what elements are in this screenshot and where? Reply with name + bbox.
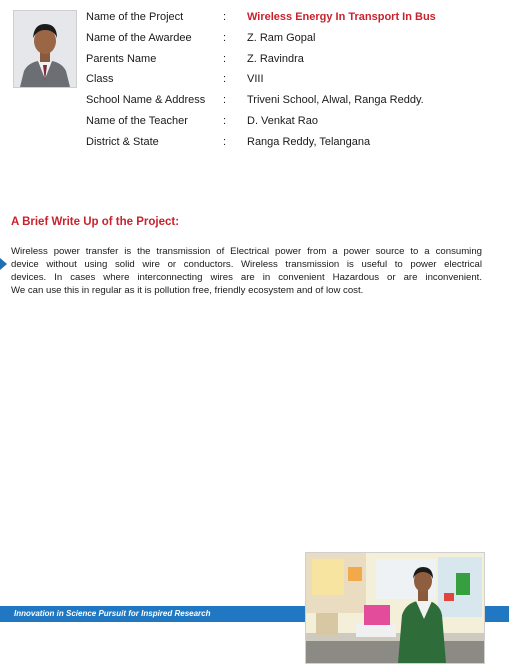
- student-portrait-image: [14, 11, 76, 87]
- separator: :: [223, 32, 227, 44]
- teacher-value: D. Venkat Rao: [247, 115, 318, 127]
- writeup-line: devices. In cases where interconnecting wires are in convenient Hazardous or are inconvenient.: [11, 272, 482, 283]
- separator: :: [223, 94, 227, 106]
- separator: :: [223, 11, 227, 23]
- separator: :: [223, 53, 227, 65]
- parents-name-value: Z. Ravindra: [247, 53, 304, 65]
- project-name-value: Wireless Energy In Transport In Bus: [247, 11, 436, 23]
- separator: :: [223, 115, 227, 127]
- writeup-heading: A Brief Write Up of the Project:: [11, 216, 180, 228]
- awardee-photo: [13, 10, 77, 88]
- teacher-label: Name of the Teacher: [86, 115, 188, 127]
- separator: :: [223, 73, 227, 85]
- project-model-image: [306, 553, 484, 663]
- district-value: Ranga Reddy, Telangana: [247, 136, 371, 148]
- school-label: School Name & Address: [86, 94, 206, 106]
- writeup-line: device without using solid wire or conductors. Wireless transmission is useful to power electrical: [11, 259, 482, 270]
- writeup-line: Wireless power transfer is the transmission of Electrical power from a power source to a consuming: [11, 246, 482, 257]
- school-value: Triveni School, Alwal, Ranga Reddy.: [247, 94, 424, 106]
- footer-tagline: Innovation in Science Pursuit for Inspired Research: [14, 609, 211, 618]
- pointer-arrow-icon: [0, 258, 7, 270]
- writeup-line: We can use this in regular as it is pollution free, friendly ecosystem and of low cost.: [11, 285, 364, 296]
- project-name-label: Name of the Project: [86, 11, 184, 23]
- class-value: VIII: [247, 73, 264, 85]
- parents-name-label: Parents Name: [86, 53, 157, 65]
- awardee-name-label: Name of the Awardee: [86, 32, 192, 44]
- project-photo: [305, 552, 485, 664]
- awardee-name-value: Z. Ram Gopal: [247, 32, 316, 44]
- district-label: District & State: [86, 136, 159, 148]
- class-label: Class: [86, 73, 114, 85]
- separator: :: [223, 136, 227, 148]
